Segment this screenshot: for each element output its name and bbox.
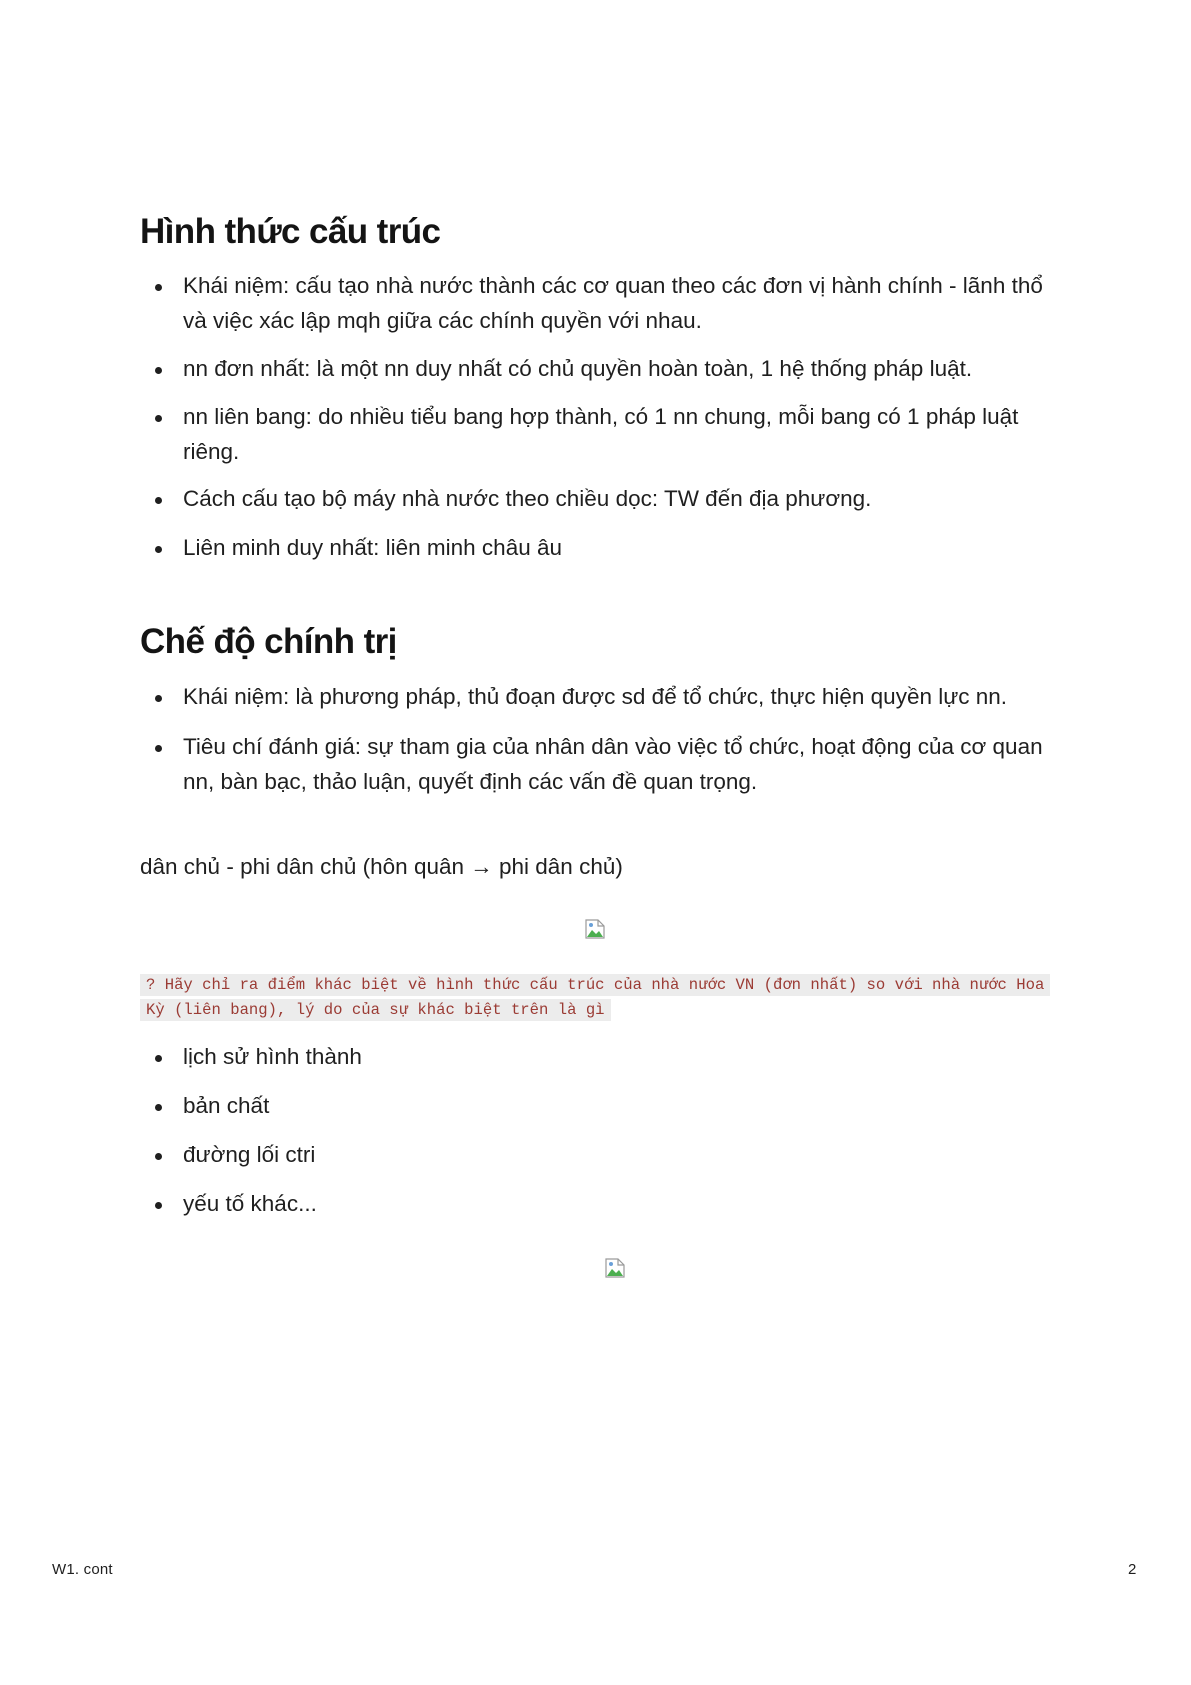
footer-page-number: 2: [1128, 1561, 1137, 1578]
list-item: yếu tố khác...: [140, 1186, 1050, 1221]
list-item: Khái niệm: cấu tạo nhà nước thành các cơ quan theo các đơn vị hành chính - lãnh thổ và việc xác lập mqh giữa các chính quyền với nhau.: [140, 268, 1050, 338]
bullet-list-answer: [140, 1039, 1050, 1221]
section-heading-che-do-chinh-tri: Chế độ chính trị: [140, 622, 397, 661]
list-item: Tiêu chí đánh giá: sự tham gia của nhân dân vào việc tổ chức, hoạt động của cơ quan nn, bàn bạc, thảo luận, quyết định các vấn đề quan trọng.: [140, 729, 1050, 799]
question-code-block: [140, 973, 1050, 1023]
broken-image-icon: [604, 1257, 626, 1279]
question-code-text: ? Hãy chỉ ra điểm khác biệt về hình thức cấu trúc của nhà nước VN (đơn nhất) so với nhà nước Hoa Kỳ (liên bang), lý do của sự khác biệt trên là gì: [140, 974, 1050, 1021]
section-heading-hinh-thuc-cau-truc: Hình thức cấu trúc: [140, 212, 441, 251]
list-item: Cách cấu tạo bộ máy nhà nước theo chiều dọc: TW đến địa phương.: [140, 481, 1050, 516]
bullet-list-hinh-thuc: [140, 268, 1050, 565]
footer-title: W1. cont: [52, 1561, 113, 1578]
list-item: đường lối ctri: [140, 1137, 1050, 1172]
list-item: nn đơn nhất: là một nn duy nhất có chủ quyền hoàn toàn, 1 hệ thống pháp luật.: [140, 351, 1050, 386]
paragraph-dan-chu: dân chủ - phi dân chủ (hôn quân → phi dân chủ): [140, 854, 623, 879]
bullet-list-che-do: [140, 679, 1050, 799]
list-item: Khái niệm: là phương pháp, thủ đoạn được sd để tổ chức, thực hiện quyền lực nn.: [140, 679, 1050, 714]
list-item: nn liên bang: do nhiều tiểu bang hợp thành, có 1 nn chung, mỗi bang có 1 pháp luật riêng.: [140, 399, 1050, 469]
list-item: Liên minh duy nhất: liên minh châu âu: [140, 530, 1050, 565]
list-item: bản chất: [140, 1088, 1050, 1123]
broken-image-icon: [584, 918, 606, 940]
list-item: lịch sử hình thành: [140, 1039, 1050, 1074]
